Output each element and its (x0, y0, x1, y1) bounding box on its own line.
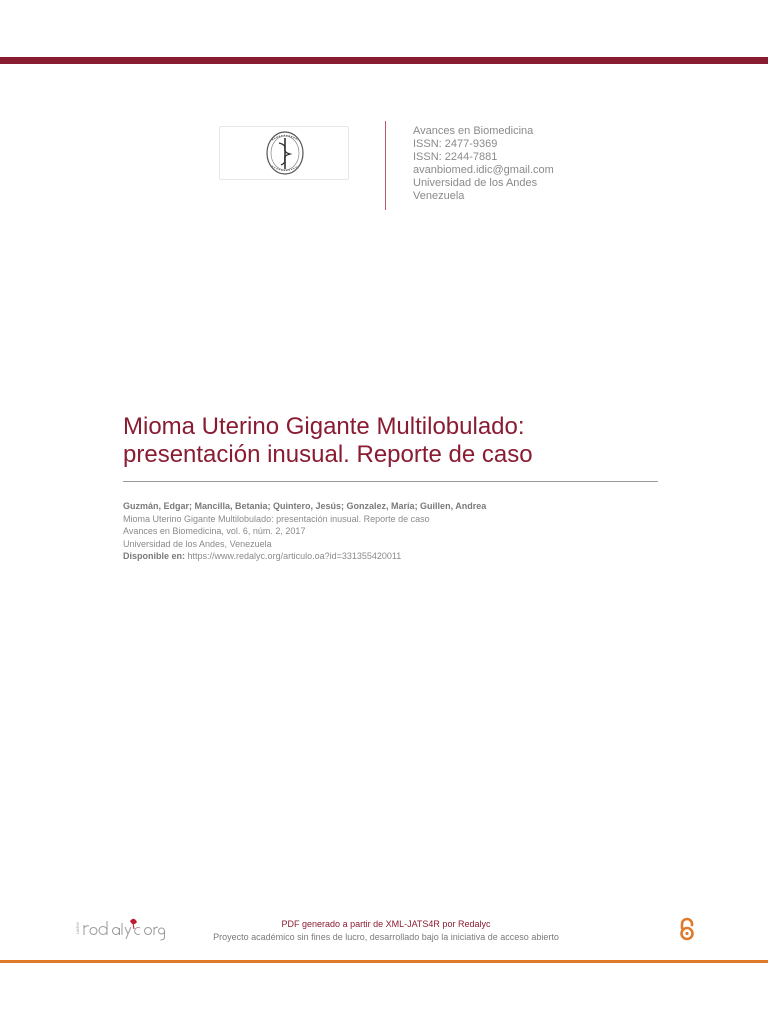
redalyc-logo-icon[interactable] (74, 915, 166, 941)
journal-name: Avances en Biomedicina (413, 125, 534, 137)
article-availability (123, 550, 486, 563)
journal-info (413, 125, 554, 203)
article-institution: Universidad de los Andes, Venezuela (123, 538, 272, 549)
article-title-line1: Mioma Uterino Gigante Multilobulado: (123, 413, 525, 440)
article-citation: Avances en Biomedicina, vol. 6, núm. 2, 2017 (123, 526, 306, 537)
article-authors: Guzmán, Edgar; Mancilla, Betania; Quintero, Jesús; Gonzalez, María; Guillen, Andrea (123, 501, 487, 511)
title-divider (123, 481, 658, 482)
footer-project-note: Proyecto académico sin fines de lucro, desarrollado bajo la iniciativa de acceso abierto (213, 932, 559, 942)
article-title-plain: Mioma Uterino Gigante Multilobulado: presentación inusual. Reporte de caso (123, 513, 430, 524)
journal-logo (219, 126, 349, 180)
footer-generated-note: PDF generado a partir de XML-JATS4R por Redalyc (281, 919, 491, 929)
journal-email[interactable]: avanbiomed.idic@gmail.com (413, 164, 554, 176)
footer-rule (0, 960, 768, 963)
open-access-icon (677, 917, 697, 941)
journal-seal-icon (264, 129, 306, 177)
article-title (123, 413, 683, 469)
journal-issn-print: ISSN: 2477-9369 (413, 138, 498, 150)
journal-country: Venezuela (413, 190, 465, 202)
footer-text (170, 918, 602, 944)
article-url-link[interactable]: https://www.redalyc.org/articulo.oa?id=331355420011 (187, 551, 402, 562)
journal-university: Universidad de los Andes (413, 177, 538, 189)
header-divider (385, 121, 386, 210)
article-metadata (123, 500, 486, 563)
header-rule (0, 57, 768, 64)
svg-text:UAEM: UAEM (75, 922, 80, 934)
journal-issn-online: ISSN: 2244-7881 (413, 151, 498, 163)
available-label: Disponible en: (123, 551, 186, 562)
article-title-line2: presentación inusual. Reporte de caso (123, 441, 533, 468)
